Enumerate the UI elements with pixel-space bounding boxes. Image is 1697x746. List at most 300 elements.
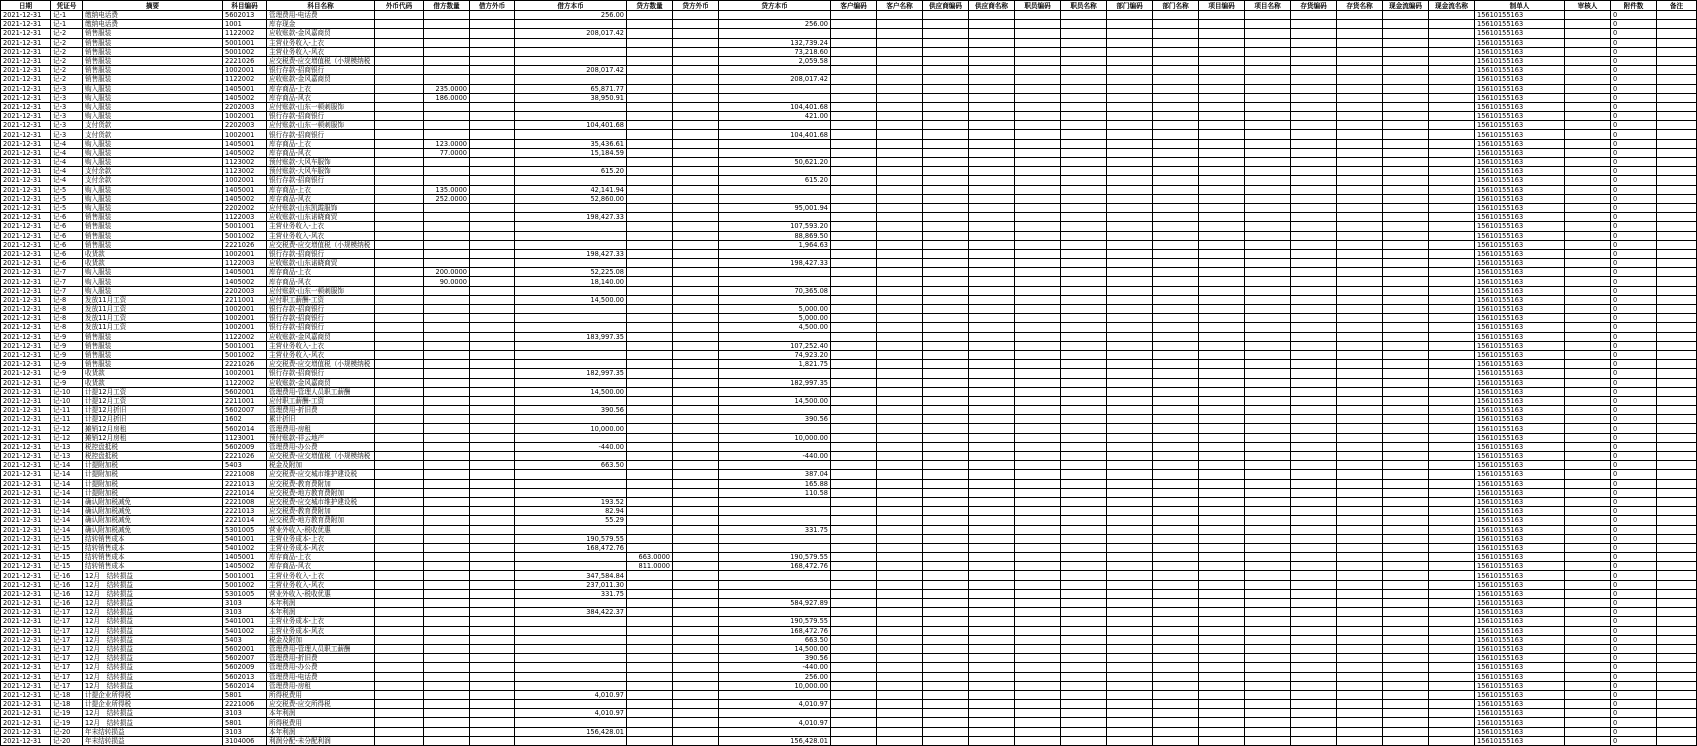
table-cell[interactable]: 记-14 bbox=[51, 488, 83, 497]
table-cell[interactable] bbox=[673, 507, 719, 516]
table-cell[interactable] bbox=[627, 93, 673, 102]
table-cell[interactable] bbox=[673, 93, 719, 102]
table-cell[interactable] bbox=[1061, 479, 1107, 488]
table-cell[interactable]: 0 bbox=[1611, 249, 1657, 258]
table-cell[interactable] bbox=[1383, 488, 1429, 497]
table-cell[interactable] bbox=[1383, 470, 1429, 479]
table-cell[interactable] bbox=[470, 286, 515, 295]
table-cell[interactable] bbox=[1291, 663, 1337, 672]
table-cell[interactable] bbox=[1337, 66, 1383, 75]
table-cell[interactable] bbox=[923, 543, 969, 552]
table-cell[interactable] bbox=[1291, 350, 1337, 359]
table-cell[interactable]: 销售服装 bbox=[83, 56, 223, 65]
table-cell[interactable]: 52,860.00 bbox=[515, 194, 627, 203]
table-cell[interactable]: 2021-12-31 bbox=[1, 249, 51, 258]
table-cell[interactable] bbox=[1383, 11, 1429, 20]
table-cell[interactable] bbox=[831, 736, 877, 745]
table-cell[interactable] bbox=[1291, 727, 1337, 736]
table-row[interactable] bbox=[1, 415, 1697, 424]
table-cell[interactable]: 2221014 bbox=[223, 488, 267, 497]
table-cell[interactable] bbox=[1657, 571, 1697, 580]
table-cell[interactable] bbox=[1015, 553, 1061, 562]
table-cell[interactable]: 1405002 bbox=[223, 562, 267, 571]
table-cell[interactable] bbox=[1199, 286, 1245, 295]
table-cell[interactable] bbox=[1245, 580, 1291, 589]
table-row[interactable] bbox=[1, 167, 1697, 176]
table-cell[interactable] bbox=[424, 203, 470, 212]
table-cell[interactable] bbox=[515, 396, 627, 405]
table-cell[interactable] bbox=[969, 295, 1015, 304]
table-cell[interactable] bbox=[375, 121, 424, 130]
table-cell[interactable]: 15610155163 bbox=[1475, 93, 1565, 102]
table-cell[interactable] bbox=[1199, 461, 1245, 470]
table-cell[interactable]: 记-2 bbox=[51, 66, 83, 75]
table-cell[interactable] bbox=[1565, 507, 1611, 516]
table-cell[interactable] bbox=[1337, 231, 1383, 240]
table-cell[interactable] bbox=[515, 112, 627, 121]
table-cell[interactable] bbox=[831, 112, 877, 121]
table-cell[interactable] bbox=[1245, 56, 1291, 65]
table-cell[interactable] bbox=[1061, 360, 1107, 369]
table-cell[interactable]: 2021-12-31 bbox=[1, 341, 51, 350]
table-cell[interactable]: 主营业务成本-上衣 bbox=[267, 617, 375, 626]
table-cell[interactable] bbox=[1153, 709, 1199, 718]
table-cell[interactable]: 库存商品-风衣 bbox=[267, 148, 375, 157]
table-cell[interactable] bbox=[1061, 461, 1107, 470]
table-cell[interactable]: 确认附加税减免 bbox=[83, 525, 223, 534]
table-cell[interactable]: 15610155163 bbox=[1475, 185, 1565, 194]
table-cell[interactable]: 记-17 bbox=[51, 644, 83, 653]
table-cell[interactable] bbox=[375, 378, 424, 387]
table-cell[interactable] bbox=[1153, 240, 1199, 249]
table-cell[interactable] bbox=[923, 681, 969, 690]
table-cell[interactable] bbox=[1245, 424, 1291, 433]
table-cell[interactable] bbox=[1429, 452, 1475, 461]
table-cell[interactable] bbox=[627, 626, 673, 635]
table-cell[interactable] bbox=[719, 148, 831, 157]
table-cell[interactable] bbox=[1657, 644, 1697, 653]
table-cell[interactable] bbox=[877, 589, 923, 598]
table-cell[interactable] bbox=[877, 672, 923, 681]
table-cell[interactable] bbox=[1015, 736, 1061, 745]
table-cell[interactable] bbox=[1015, 433, 1061, 442]
table-cell[interactable] bbox=[877, 314, 923, 323]
table-cell[interactable] bbox=[1429, 415, 1475, 424]
table-cell[interactable]: 107,593.20 bbox=[719, 222, 831, 231]
table-cell[interactable] bbox=[1107, 314, 1153, 323]
table-cell[interactable] bbox=[969, 617, 1015, 626]
table-cell[interactable] bbox=[923, 424, 969, 433]
table-cell[interactable] bbox=[719, 709, 831, 718]
table-cell[interactable] bbox=[1291, 672, 1337, 681]
table-cell[interactable]: 15610155163 bbox=[1475, 84, 1565, 93]
table-cell[interactable]: 2021-12-31 bbox=[1, 415, 51, 424]
table-cell[interactable] bbox=[831, 617, 877, 626]
table-cell[interactable] bbox=[470, 350, 515, 359]
table-cell[interactable] bbox=[375, 580, 424, 589]
table-cell[interactable] bbox=[1015, 213, 1061, 222]
table-cell[interactable] bbox=[1657, 470, 1697, 479]
table-cell[interactable] bbox=[1291, 690, 1337, 699]
table-cell[interactable]: 0 bbox=[1611, 369, 1657, 378]
table-cell[interactable] bbox=[969, 84, 1015, 93]
table-cell[interactable] bbox=[470, 690, 515, 699]
table-cell[interactable]: 15610155163 bbox=[1475, 121, 1565, 130]
table-cell[interactable] bbox=[1657, 543, 1697, 552]
table-cell[interactable] bbox=[673, 20, 719, 29]
table-cell[interactable]: 390.56 bbox=[515, 406, 627, 415]
table-cell[interactable] bbox=[1245, 203, 1291, 212]
table-cell[interactable]: 5301005 bbox=[223, 525, 267, 534]
table-cell[interactable]: 5602007 bbox=[223, 654, 267, 663]
table-cell[interactable] bbox=[1015, 295, 1061, 304]
table-cell[interactable] bbox=[1429, 534, 1475, 543]
table-cell[interactable] bbox=[1429, 102, 1475, 111]
table-cell[interactable] bbox=[1153, 543, 1199, 552]
table-cell[interactable] bbox=[673, 350, 719, 359]
table-cell[interactable]: 2021-12-31 bbox=[1, 84, 51, 93]
table-cell[interactable] bbox=[1107, 654, 1153, 663]
table-cell[interactable]: 0 bbox=[1611, 185, 1657, 194]
table-cell[interactable] bbox=[627, 534, 673, 543]
table-cell[interactable] bbox=[515, 47, 627, 56]
table-cell[interactable] bbox=[877, 130, 923, 139]
table-cell[interactable]: 15610155163 bbox=[1475, 387, 1565, 396]
table-cell[interactable] bbox=[673, 240, 719, 249]
table-cell[interactable] bbox=[627, 608, 673, 617]
table-cell[interactable] bbox=[1337, 543, 1383, 552]
table-cell[interactable] bbox=[1199, 626, 1245, 635]
table-cell[interactable]: 库存商品-上衣 bbox=[267, 139, 375, 148]
table-cell[interactable] bbox=[1061, 20, 1107, 29]
table-cell[interactable]: 1002001 bbox=[223, 112, 267, 121]
table-cell[interactable]: 190,579.55 bbox=[719, 553, 831, 562]
table-cell[interactable]: 15610155163 bbox=[1475, 75, 1565, 84]
table-cell[interactable] bbox=[969, 470, 1015, 479]
table-cell[interactable] bbox=[969, 11, 1015, 20]
table-cell[interactable]: 记-2 bbox=[51, 38, 83, 47]
table-cell[interactable] bbox=[1565, 635, 1611, 644]
table-cell[interactable] bbox=[923, 672, 969, 681]
table-cell[interactable]: 15610155163 bbox=[1475, 396, 1565, 405]
table-cell[interactable]: 200.0000 bbox=[424, 268, 470, 277]
table-cell[interactable]: 2221026 bbox=[223, 360, 267, 369]
table-cell[interactable] bbox=[1061, 452, 1107, 461]
table-cell[interactable] bbox=[1383, 93, 1429, 102]
table-cell[interactable]: 4,010.97 bbox=[515, 690, 627, 699]
table-cell[interactable] bbox=[424, 626, 470, 635]
table-cell[interactable]: 15610155163 bbox=[1475, 286, 1565, 295]
table-cell[interactable]: 15610155163 bbox=[1475, 139, 1565, 148]
table-cell[interactable] bbox=[1107, 663, 1153, 672]
table-cell[interactable] bbox=[1153, 516, 1199, 525]
table-cell[interactable] bbox=[1061, 424, 1107, 433]
table-cell[interactable] bbox=[1015, 56, 1061, 65]
table-cell[interactable] bbox=[1107, 709, 1153, 718]
table-cell[interactable] bbox=[1015, 84, 1061, 93]
table-row[interactable] bbox=[1, 102, 1697, 111]
table-cell[interactable] bbox=[719, 497, 831, 506]
table-cell[interactable] bbox=[424, 534, 470, 543]
table-cell[interactable]: 银行存款-招商银行 bbox=[267, 323, 375, 332]
table-cell[interactable]: 应付账款-山东凯霞服饰 bbox=[267, 203, 375, 212]
table-cell[interactable]: 2021-12-31 bbox=[1, 314, 51, 323]
table-cell[interactable]: 2021-12-31 bbox=[1, 56, 51, 65]
table-cell[interactable] bbox=[1107, 580, 1153, 589]
table-cell[interactable]: 记-17 bbox=[51, 654, 83, 663]
table-cell[interactable] bbox=[1657, 158, 1697, 167]
table-cell[interactable] bbox=[1245, 690, 1291, 699]
table-cell[interactable] bbox=[1429, 277, 1475, 286]
table-cell[interactable]: 购入服装 bbox=[83, 102, 223, 111]
table-cell[interactable]: 管理费用-管理人员职工薪酬 bbox=[267, 387, 375, 396]
table-cell[interactable] bbox=[1429, 387, 1475, 396]
table-cell[interactable]: 0 bbox=[1611, 139, 1657, 148]
table-cell[interactable] bbox=[1429, 369, 1475, 378]
table-cell[interactable] bbox=[1245, 700, 1291, 709]
table-cell[interactable] bbox=[375, 47, 424, 56]
table-cell[interactable] bbox=[627, 11, 673, 20]
table-cell[interactable]: 营业外收入-税收优惠 bbox=[267, 525, 375, 534]
table-cell[interactable]: 记-18 bbox=[51, 700, 83, 709]
table-cell[interactable] bbox=[1657, 654, 1697, 663]
table-cell[interactable] bbox=[831, 259, 877, 268]
table-cell[interactable] bbox=[1153, 635, 1199, 644]
table-cell[interactable]: -440.00 bbox=[515, 442, 627, 451]
table-cell[interactable] bbox=[1383, 176, 1429, 185]
table-row[interactable] bbox=[1, 203, 1697, 212]
table-cell[interactable] bbox=[1061, 350, 1107, 359]
table-cell[interactable] bbox=[831, 56, 877, 65]
table-cell[interactable] bbox=[831, 452, 877, 461]
table-cell[interactable] bbox=[1061, 38, 1107, 47]
table-cell[interactable] bbox=[1565, 369, 1611, 378]
table-row[interactable] bbox=[1, 29, 1697, 38]
table-cell[interactable] bbox=[1429, 185, 1475, 194]
table-cell[interactable] bbox=[515, 644, 627, 653]
table-cell[interactable] bbox=[1565, 194, 1611, 203]
table-cell[interactable] bbox=[1657, 709, 1697, 718]
table-cell[interactable] bbox=[1107, 626, 1153, 635]
table-cell[interactable] bbox=[831, 709, 877, 718]
table-cell[interactable]: 计提附加税 bbox=[83, 461, 223, 470]
table-cell[interactable]: 0 bbox=[1611, 305, 1657, 314]
table-cell[interactable] bbox=[877, 488, 923, 497]
table-cell[interactable] bbox=[673, 690, 719, 699]
table-cell[interactable]: 记-9 bbox=[51, 332, 83, 341]
table-cell[interactable]: 所得税费用 bbox=[267, 718, 375, 727]
table-cell[interactable] bbox=[1565, 56, 1611, 65]
table-cell[interactable] bbox=[969, 497, 1015, 506]
table-cell[interactable]: 15610155163 bbox=[1475, 130, 1565, 139]
table-cell[interactable]: 主营业务收入-上衣 bbox=[267, 341, 375, 350]
table-cell[interactable]: 0 bbox=[1611, 121, 1657, 130]
table-cell[interactable]: 0 bbox=[1611, 332, 1657, 341]
table-cell[interactable]: 2021-12-31 bbox=[1, 185, 51, 194]
table-cell[interactable] bbox=[877, 148, 923, 157]
table-cell[interactable] bbox=[1383, 681, 1429, 690]
table-cell[interactable] bbox=[1245, 47, 1291, 56]
table-cell[interactable] bbox=[923, 433, 969, 442]
table-cell[interactable] bbox=[877, 635, 923, 644]
table-cell[interactable] bbox=[673, 571, 719, 580]
table-cell[interactable] bbox=[877, 461, 923, 470]
table-cell[interactable] bbox=[673, 700, 719, 709]
table-cell[interactable] bbox=[831, 158, 877, 167]
table-cell[interactable] bbox=[375, 654, 424, 663]
table-cell[interactable]: 0 bbox=[1611, 112, 1657, 121]
table-cell[interactable] bbox=[627, 672, 673, 681]
table-cell[interactable] bbox=[1107, 231, 1153, 240]
table-cell[interactable] bbox=[515, 231, 627, 240]
table-cell[interactable] bbox=[1565, 415, 1611, 424]
table-cell[interactable]: 2021-12-31 bbox=[1, 158, 51, 167]
table-cell[interactable]: 0 bbox=[1611, 543, 1657, 552]
table-cell[interactable]: 2021-12-31 bbox=[1, 121, 51, 130]
table-cell[interactable]: 5602009 bbox=[223, 442, 267, 451]
table-cell[interactable] bbox=[515, 240, 627, 249]
table-cell[interactable] bbox=[1657, 479, 1697, 488]
table-row[interactable] bbox=[1, 608, 1697, 617]
table-cell[interactable]: 主营业务成本-风衣 bbox=[267, 626, 375, 635]
table-cell[interactable] bbox=[1337, 112, 1383, 121]
column-header[interactable]: 供应商名称 bbox=[969, 1, 1015, 11]
table-cell[interactable] bbox=[1107, 452, 1153, 461]
table-cell[interactable] bbox=[923, 378, 969, 387]
table-cell[interactable]: 记-12 bbox=[51, 433, 83, 442]
table-cell[interactable] bbox=[923, 626, 969, 635]
table-cell[interactable]: 0 bbox=[1611, 424, 1657, 433]
table-cell[interactable] bbox=[1107, 727, 1153, 736]
table-cell[interactable] bbox=[1291, 681, 1337, 690]
table-cell[interactable]: 15610155163 bbox=[1475, 452, 1565, 461]
table-cell[interactable]: 0 bbox=[1611, 29, 1657, 38]
table-cell[interactable] bbox=[1383, 709, 1429, 718]
table-cell[interactable]: 5403 bbox=[223, 461, 267, 470]
table-cell[interactable] bbox=[969, 222, 1015, 231]
table-cell[interactable] bbox=[424, 406, 470, 415]
table-cell[interactable]: 本年利润 bbox=[267, 599, 375, 608]
table-cell[interactable] bbox=[1291, 102, 1337, 111]
column-header[interactable]: 存货名称 bbox=[1337, 1, 1383, 11]
table-cell[interactable] bbox=[1429, 139, 1475, 148]
table-cell[interactable] bbox=[470, 323, 515, 332]
table-cell[interactable] bbox=[969, 599, 1015, 608]
table-cell[interactable] bbox=[424, 690, 470, 699]
table-cell[interactable]: 5401001 bbox=[223, 617, 267, 626]
table-cell[interactable] bbox=[969, 690, 1015, 699]
table-cell[interactable] bbox=[831, 681, 877, 690]
table-cell[interactable]: 2211001 bbox=[223, 396, 267, 405]
table-cell[interactable] bbox=[1565, 378, 1611, 387]
table-cell[interactable] bbox=[1245, 406, 1291, 415]
table-cell[interactable] bbox=[719, 571, 831, 580]
table-cell[interactable]: 15610155163 bbox=[1475, 442, 1565, 451]
table-cell[interactable] bbox=[1291, 562, 1337, 571]
table-cell[interactable]: 2021-12-31 bbox=[1, 644, 51, 653]
table-cell[interactable]: 税控盘抵税 bbox=[83, 452, 223, 461]
table-cell[interactable]: 384,422.37 bbox=[515, 608, 627, 617]
table-cell[interactable] bbox=[1107, 681, 1153, 690]
table-cell[interactable] bbox=[1337, 158, 1383, 167]
table-cell[interactable] bbox=[831, 672, 877, 681]
table-cell[interactable]: 256.00 bbox=[719, 20, 831, 29]
table-cell[interactable] bbox=[424, 158, 470, 167]
table-cell[interactable]: 107,252.40 bbox=[719, 341, 831, 350]
table-row[interactable] bbox=[1, 424, 1697, 433]
table-cell[interactable]: 1405002 bbox=[223, 277, 267, 286]
table-cell[interactable] bbox=[1565, 332, 1611, 341]
table-cell[interactable] bbox=[673, 727, 719, 736]
table-cell[interactable]: 15610155163 bbox=[1475, 203, 1565, 212]
table-cell[interactable] bbox=[1245, 534, 1291, 543]
table-row[interactable] bbox=[1, 663, 1697, 672]
table-cell[interactable] bbox=[1337, 461, 1383, 470]
table-cell[interactable] bbox=[831, 29, 877, 38]
table-cell[interactable] bbox=[1061, 599, 1107, 608]
table-cell[interactable]: 15610155163 bbox=[1475, 176, 1565, 185]
table-cell[interactable] bbox=[1061, 84, 1107, 93]
table-cell[interactable] bbox=[923, 84, 969, 93]
table-cell[interactable]: 347,584.84 bbox=[515, 571, 627, 580]
table-row[interactable] bbox=[1, 231, 1697, 240]
table-cell[interactable] bbox=[1657, 415, 1697, 424]
table-cell[interactable]: 15610155163 bbox=[1475, 66, 1565, 75]
table-cell[interactable] bbox=[1291, 415, 1337, 424]
table-cell[interactable] bbox=[1061, 259, 1107, 268]
table-cell[interactable] bbox=[969, 231, 1015, 240]
table-cell[interactable]: 15610155163 bbox=[1475, 479, 1565, 488]
table-cell[interactable] bbox=[1429, 709, 1475, 718]
table-cell[interactable] bbox=[831, 700, 877, 709]
table-cell[interactable]: 银行存款-招商银行 bbox=[267, 249, 375, 258]
table-cell[interactable] bbox=[1657, 194, 1697, 203]
table-cell[interactable] bbox=[1015, 323, 1061, 332]
table-cell[interactable]: 记-5 bbox=[51, 185, 83, 194]
table-cell[interactable] bbox=[1657, 93, 1697, 102]
table-cell[interactable] bbox=[1015, 176, 1061, 185]
table-cell[interactable] bbox=[375, 203, 424, 212]
table-cell[interactable] bbox=[515, 158, 627, 167]
table-cell[interactable] bbox=[1061, 525, 1107, 534]
table-cell[interactable] bbox=[1657, 736, 1697, 745]
table-cell[interactable] bbox=[1199, 148, 1245, 157]
table-cell[interactable]: 12月 结转损益 bbox=[83, 672, 223, 681]
table-cell[interactable] bbox=[1245, 553, 1291, 562]
table-cell[interactable] bbox=[1015, 194, 1061, 203]
table-cell[interactable] bbox=[673, 29, 719, 38]
table-cell[interactable] bbox=[923, 130, 969, 139]
table-cell[interactable] bbox=[1429, 507, 1475, 516]
table-cell[interactable] bbox=[1199, 543, 1245, 552]
table-cell[interactable]: 记-4 bbox=[51, 176, 83, 185]
table-cell[interactable] bbox=[719, 332, 831, 341]
table-cell[interactable] bbox=[1015, 47, 1061, 56]
table-cell[interactable] bbox=[1153, 158, 1199, 167]
table-cell[interactable] bbox=[1015, 360, 1061, 369]
table-cell[interactable] bbox=[470, 139, 515, 148]
table-cell[interactable] bbox=[877, 203, 923, 212]
table-cell[interactable] bbox=[673, 387, 719, 396]
table-cell[interactable]: 1602 bbox=[223, 415, 267, 424]
table-cell[interactable] bbox=[627, 718, 673, 727]
table-cell[interactable]: 记-10 bbox=[51, 387, 83, 396]
table-cell[interactable] bbox=[1291, 378, 1337, 387]
table-cell[interactable] bbox=[1015, 727, 1061, 736]
table-cell[interactable]: 5301005 bbox=[223, 589, 267, 598]
table-cell[interactable] bbox=[1015, 396, 1061, 405]
table-cell[interactable]: 2021-12-31 bbox=[1, 626, 51, 635]
